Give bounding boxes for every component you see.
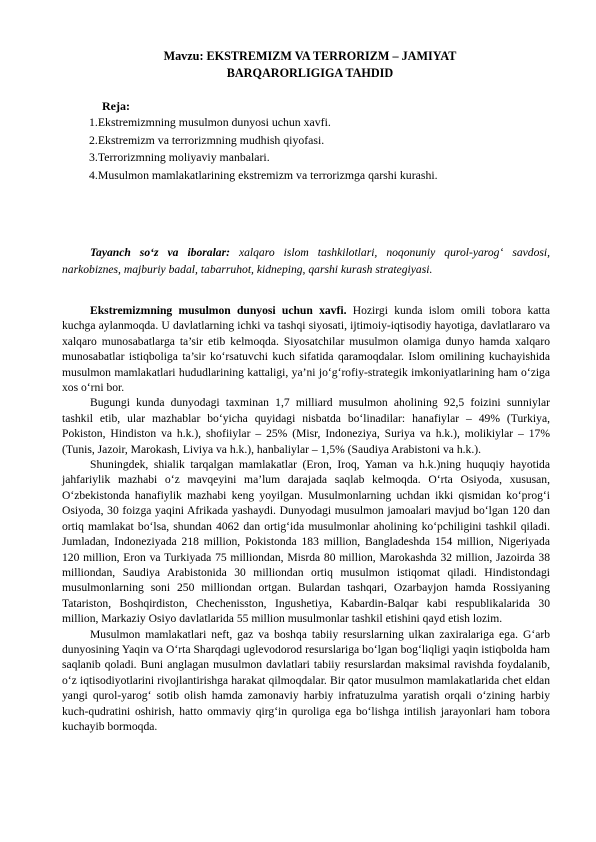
plan-item: 2.Ekstremizm va terrorizmning mudhish qiyofasi.	[89, 132, 325, 147]
plan-list	[89, 114, 438, 184]
keywords-paragraph	[62, 245, 550, 279]
plan-item: 4.Musulmon mamlakatlarining ekstremizm va terrorizmga qarshi kurashi.	[89, 167, 438, 182]
keywords-text: xalqaro islom tashkilotlari, noqonuniy qurol-yarog‘ savdosi, narkobiznes, majburiy badal, tabarruhot, kidneping, qarshi kurash strategiyasi.	[62, 246, 551, 276]
paragraph-text: Hozirgi kunda islom omili tobora katta kuchga aylanmoqda. U davlatlarning ichki va tashqi siyosati, ijtimoiy-iqtisodiy hayotiga, davlatlararo va xalqaro munosabatlarga ta’sir etib kelmoqda. Siyosatchilar musulmon olamiga dunyo hamda xalqaro munosabatlar istiqboliga ta’sir ko‘rsatuvchi kuch sifatida qaramoqdalar. Islom omilining kuchayishida musulmon mamlakatlari hududlarining kattaligi, ya’ni jo‘g‘rofiy-strategik imkoniyatlarining ham o‘ziga xos o‘rni bor.	[62, 304, 550, 395]
plan-item: 3.Terrorizmning moliyaviy manbalari.	[89, 150, 270, 164]
plan-item: 1.Ekstremizmning musulmon dunyosi uchun xavfi.	[89, 115, 331, 129]
paragraph-text: Musulmon mamlakatlari neft, gaz va boshqa tabiiy resurslarning ulkan zaxiralariga ega. G‘arb dunyosining Yaqin va O‘rta Sharqdagi uglevodorod resurslariga bo‘lgan bog‘liqligi yaqin istiqbolda ham saqlanib qoladi. Buni anglagan musulmon davlatlari tabiiy resurslardan maksimal ravishda foydalanib, o‘z iqtisodiyotlarini rivojlantirishga harakat qilmoqdalar. Bir qator musulmon mamlakatlarida chet eldan yangi qurol-yarog‘ sotib olish hamda zamonaviy harbiy infratuzulma yaratish orqali o‘zining harbiy kuch-qudratini oshirish, hatto ommaviy qirg‘in quroliga ega bo‘lishga intilish jarayonlari ham tobora kuchayib bormoqda.	[62, 627, 550, 733]
body-paragraph	[62, 627, 550, 735]
body-paragraph	[62, 457, 550, 626]
plan-heading: Reja:	[102, 99, 130, 113]
keywords-block	[62, 245, 550, 279]
paragraph-text: Shuningdek, shialik tarqalgan mamlakatlar (Eron, Iroq, Yaman va h.k.)ning huquqiy hayotida jahfariylik mazhabi o‘z mavqeyini ma’lum darajada saqlab kelmoqda. O‘rta Osiyoda, xususan, O‘zbekistonda hanafiylik mazhabi keng yoyilgan. Musulmonlarning uchdan ikki qismidan ko‘prog‘i Osiyoda, 30 foizga yaqini Afrikada yashaydi. Dunyodagi musulmon jamoalari mavjud bo‘lgan 120 dan ortiq mamlakat bo‘lsa, shundan 4062 dan ortig‘ida musulmonlar aholining ko‘pchiligini tashkil qiladi. Jumladan, Indoneziyada 218 million, Pokistonda 183 million, Bangladeshda 154 million, Nigeriyada 120 million, Eron va Turkiyada 75 milliondan, Misrda 80 million, Marokashda 32 million, Jazoirda 38 milliondan, Saudiya Arabistonida 30 milliondan ortiq musulmon istiqomat qiladi. Hindistondagi musulmonlarning soni 250 milliondan ortgan. Bulardan tashqari, Ozarbayjon hamda Rossiyaning Tatariston, Boshqirdiston, Chechenisston, Ingushetiya, Kabardin-Balqar kabi respublikalarida 30 million, Markaziy Osiyo davlatlarida 55 million musulmonlar tashkil etishini qayd etish lozim.	[62, 458, 550, 626]
title-line-1: Mavzu: EKSTREMIZM VA TERRORIZM – JAMIYAT	[163, 49, 457, 63]
main-text	[62, 303, 550, 734]
title-line-2: BARQARORLIGIGA TAHDID	[226, 66, 394, 80]
keywords-lead: Tayanch so‘z va iboralar:	[90, 246, 230, 259]
body-paragraph	[62, 303, 550, 395]
section-heading: Ekstremizmning musulmon dunyosi uchun xavfi.	[90, 304, 347, 317]
body-paragraph	[62, 395, 550, 457]
paragraph-text: Bugungi kunda dunyodagi taxminan 1,7 milliard musulmon aholining 92,5 foizini sunniylar tashkil etib, ular mazhablar bo‘yicha quyidagi nisbatda bo‘linadilar: hanafiylar – 49% (Turkiya, Pokiston, Hindiston va h.k.), shofiiylar – 25% (Misr, Indoneziya, Suriya va h.k.), molikiylar – 17% (Tunis, Jazoir, Marokash, Liviya va h.k.), hanbaliylar – 1,5% (Saudiya Arabistoni va h.k.).	[62, 396, 550, 456]
document-title	[100, 48, 520, 82]
